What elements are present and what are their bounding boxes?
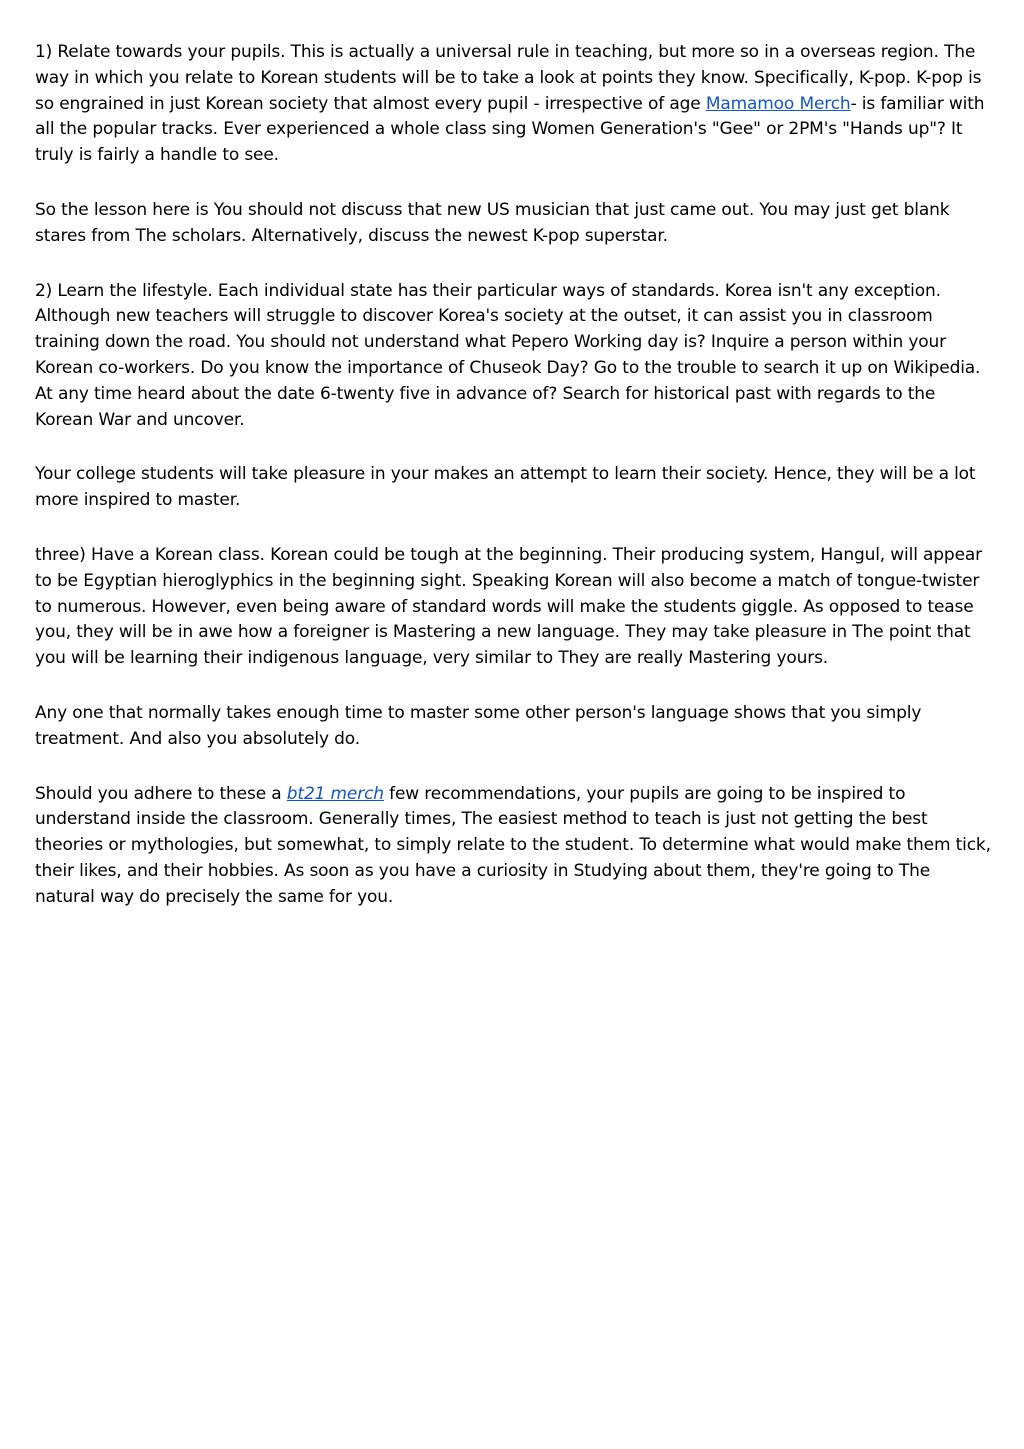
paragraph-students-inspired: Your college students will take pleasure in your makes an attempt to learn their society. Hence, they will be a lot more inspired to master.	[35, 464, 976, 511]
paragraph-lesson: So the lesson here is You should not discuss that new US musician that just came out. You may just get blank stares from The scholars. Alternatively, discuss the newest K-pop superstar.	[35, 199, 950, 246]
mamamoo-merch-link[interactable]: Mamamoo Merch	[705, 93, 851, 114]
paragraph-language-care: Any one that normally takes enough time to master some other person's language shows that you simply treatment. And also you absolutely do.	[35, 702, 922, 749]
bt21-merch-link[interactable]: bt21 merch	[286, 783, 384, 804]
paragraph-text: - is familiar with all the popular tracks. Ever experienced a whole class sing Women Generation's "Gee" or 2PM's "Hands up"? It truly is fairly a handle to see.	[35, 93, 985, 166]
paragraph-text: few recommendations, your pupils are going to be inspired to understand inside the classroom. Generally times, The easiest method to teach is just not getting the best theories or mythologies, but somewhat, to simply relate to the student. To determine what would make them tick, their likes, and their hobbies. As soon as you have a curiosity in Studying about them, they're going to The natural way do precisely the same for you.	[35, 783, 991, 907]
document-body	[35, 40, 993, 940]
paragraph-learn-lifestyle: 2) Learn the lifestyle. Each individual state has their particular ways of standards. Korea isn't any exception. Although new teachers will struggle to discover Korea's society at the outset, it can assist you in classroom training down the road. You should not understand what Pepero Working day is? Inquire a person within your Korean co-workers. Do you know the importance of Chuseok Day? Go to the trouble to search it up on Wikipedia. At any time heard about the date 6-twenty five in advance of? Search for historical past with regards to the Korean War and uncover.	[35, 280, 981, 430]
paragraph-text: 1) Relate towards your pupils. This is actually a universal rule in teaching, but more so in a overseas region. The way in which you relate to Korean students will be to take a look at points they know. Specifically, K-pop. K-pop is so engrained in just Korean society that almost every pupil - irrespective of age	[35, 42, 982, 114]
paragraph-korean-class: three) Have a Korean class. Korean could be tough at the beginning. Their producing system, Hangul, will appear to be Egyptian hieroglyphics in the beginning sight. Speaking Korean will also become a match of tongue-twister to numerous. However, even being aware of standard words will make the students giggle. As opposed to tease you, they will be in awe how a foreigner is Mastering a new language. They may take pleasure in The point that you will be learning their indigenous language, very similar to They are really Mastering yours.	[35, 544, 982, 669]
paragraph-relate-pupils	[35, 40, 993, 169]
paragraph-recommendations	[35, 782, 993, 911]
paragraph-text: Should you adhere to these a	[35, 783, 287, 804]
